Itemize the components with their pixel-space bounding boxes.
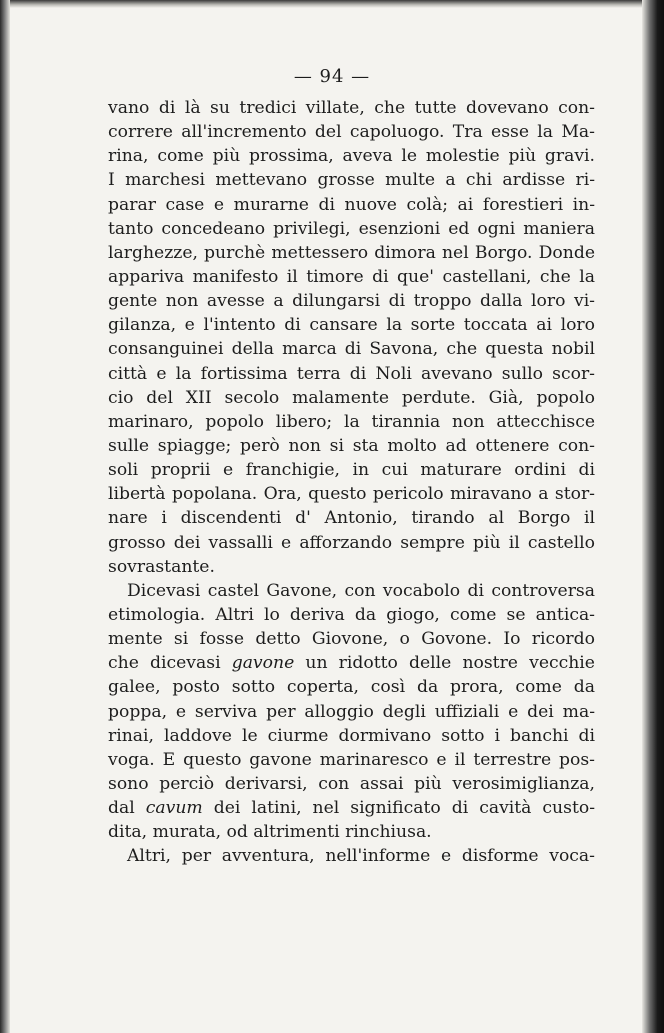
text-line: gilanza, e l'intento di cansare la sorte toccata ai loro — [108, 315, 595, 336]
text-line: vano di là su tredici villate, che tutte dovevano con- — [108, 98, 595, 118]
text-line: rinai, laddove le ciurme dormivano sotto i banchi di — [108, 725, 595, 746]
paragraph-start-line: Dicevasi castel Gavone, con vocabolo di controversa — [127, 580, 595, 601]
text-line: mente si fosse detto Giovone, o Govone. Io ricordo — [108, 629, 595, 650]
body-text — [108, 96, 595, 869]
text-line: consanguinei della marca di Savona, che questa nobil — [108, 339, 595, 360]
text-line: sovrastante. — [108, 556, 215, 577]
text-line: rina, come più prossima, aveva le molestie più gravi. — [108, 146, 595, 167]
page-left-shadow — [0, 0, 10, 1033]
text-line: libertà popolana. Ora, questo pericolo miravano a stor- — [108, 484, 595, 505]
text-line: cio del XII secolo malamente perdute. Già, popolo — [108, 387, 595, 408]
italic-word: cavum — [145, 798, 203, 819]
text-line: nare i discendenti d' Antonio, tirando al Borgo il — [108, 508, 595, 529]
text-line: sulle spiagge; però non si sta molto ad ottenere con- — [108, 435, 595, 456]
text-line: parar case e murarne di nuove colà; ai forestieri in- — [108, 194, 595, 215]
text-line: tanto concedeano privilegi, esenzioni ed ogni maniera — [108, 218, 595, 239]
italic-word: gavone — [231, 653, 295, 674]
text-line: gente non avesse a dilungarsi di troppo dalla loro vi- — [108, 291, 595, 312]
text-line: dita, murata, od altrimenti rinchiusa. — [108, 822, 432, 843]
text-line: galee, posto sotto coperta, così da prora, come da — [108, 677, 595, 698]
text-line: voga. E questo gavone marinaresco e il terrestre pos- — [108, 749, 595, 770]
page-right-shadow — [642, 0, 664, 1033]
text-line: appariva manifesto il timore di que' castellani, che la — [108, 266, 595, 287]
text-line: sono perciò derivarsi, con assai più verosimiglianza, — [108, 773, 595, 794]
text-line: poppa, e serviva per alloggio degli uffiziali e dei ma- — [108, 701, 595, 722]
text-line: soli proprii e franchigie, in cui maturare ordini di — [108, 460, 595, 481]
text-line: marinaro, popolo libero; la tirannia non attecchisce — [108, 411, 595, 432]
text-line: larghezze, purchè mettessero dimora nel Borgo. Donde — [108, 242, 595, 263]
page-top-shadow — [0, 0, 664, 8]
paragraph-start-line: Altri, per avventura, nell'informe e disforme voca- — [127, 846, 595, 867]
text-line: dal cavum dei latini, nel significato di cavità custo- — [108, 798, 596, 819]
text-line: I marchesi mettevano grosse multe a chi ardisse ri- — [108, 170, 595, 191]
text-line: che dicevasi gavone un ridotto delle nostre vecchie — [108, 653, 595, 674]
text-line: grosso dei vassalli e afforzando sempre più il castello — [108, 532, 595, 553]
text-line: città e la fortissima terra di Noli avevano sullo scor- — [108, 363, 595, 384]
text-line: correre all'incremento del capoluogo. Tra esse la Ma- — [108, 122, 595, 143]
page-number: — 94 — — [293, 66, 371, 87]
text-line: etimologia. Altri lo deriva da giogo, come se antica- — [108, 604, 595, 625]
